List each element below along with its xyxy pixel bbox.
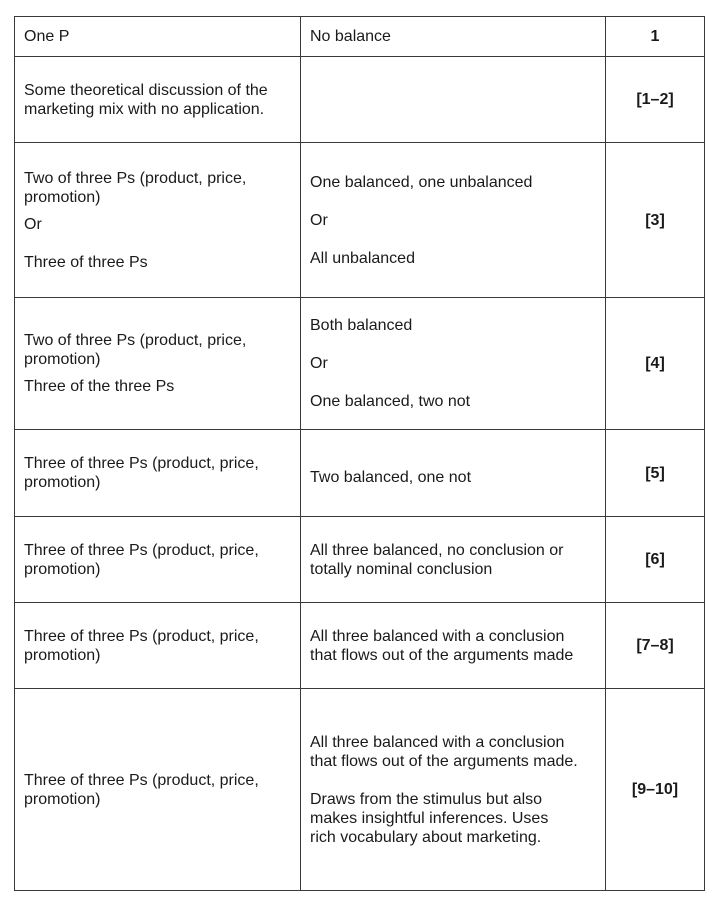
criteria-cell: [15, 517, 301, 603]
criteria-cell: [15, 143, 301, 298]
criteria-text: Two of three Ps (product, price, promotion): [24, 332, 247, 368]
balance-text: One balanced, two not: [310, 393, 471, 410]
table-row: [15, 57, 705, 143]
balance-text: All three balanced with a conclusion that flows out of the arguments made: [310, 627, 574, 664]
balance-text: Draws from the stimulus but also makes insightful inferences. Uses rich vocabulary about marketing.: [310, 790, 549, 846]
balance-text: Both balanced: [310, 317, 413, 334]
balance-text: No balance: [310, 28, 391, 45]
mark-cell: [3]: [606, 143, 705, 298]
mark-scheme-table: [14, 16, 705, 891]
table-row: [15, 143, 705, 298]
mark-cell: [6]: [606, 517, 705, 603]
criteria-text: Three of three Ps (product, price, promotion): [24, 541, 259, 578]
balance-cell: [301, 517, 606, 603]
balance-cell: [301, 17, 606, 57]
table-row: [15, 298, 705, 430]
balance-text: All unbalanced: [310, 249, 415, 267]
criteria-cell: [15, 57, 301, 143]
criteria-cell: [15, 17, 301, 57]
balance-cell: [301, 298, 606, 430]
criteria-text: Three of the three Ps: [24, 378, 175, 395]
table-row: [15, 430, 705, 517]
mark-cell: [1–2]: [606, 57, 705, 143]
balance-cell: [301, 689, 606, 891]
criteria-text: Three of three Ps (product, price, promotion): [24, 455, 259, 491]
balance-cell: [301, 430, 606, 517]
criteria-cell: [15, 298, 301, 430]
criteria-text: Or: [24, 215, 42, 233]
mark-cell: [5]: [606, 430, 705, 517]
balance-text: Or: [310, 355, 328, 372]
balance-text: All three balanced with a conclusion that flows out of the arguments made.: [310, 733, 578, 770]
criteria-text: Three of three Ps: [24, 253, 148, 271]
mark-cell: [9–10]: [606, 689, 705, 891]
criteria-text: One P: [24, 28, 70, 45]
balance-text: Or: [310, 211, 328, 229]
criteria-text: Three of three Ps (product, price, promotion): [24, 627, 259, 664]
balance-cell: [301, 603, 606, 689]
criteria-text: Three of three Ps (product, price, promotion): [24, 771, 259, 808]
criteria-text: Two of three Ps (product, price, promotion): [24, 169, 247, 206]
balance-text: One balanced, one unbalanced: [310, 173, 533, 191]
mark-cell: [4]: [606, 298, 705, 430]
table-row: [15, 17, 705, 57]
balance-cell: [301, 143, 606, 298]
balance-text: All three balanced, no conclusion or totally nominal conclusion: [310, 541, 564, 578]
table-row: [15, 689, 705, 891]
criteria-cell: [15, 430, 301, 517]
criteria-cell: [15, 689, 301, 891]
criteria-cell: [15, 603, 301, 689]
criteria-text: Some theoretical discussion of the marketing mix with no application.: [24, 81, 268, 118]
table-row: [15, 603, 705, 689]
mark-cell: [7–8]: [606, 603, 705, 689]
table-row: [15, 517, 705, 603]
balance-cell: [301, 57, 606, 143]
balance-text: Two balanced, one not: [310, 468, 472, 486]
mark-cell: 1: [606, 17, 705, 57]
